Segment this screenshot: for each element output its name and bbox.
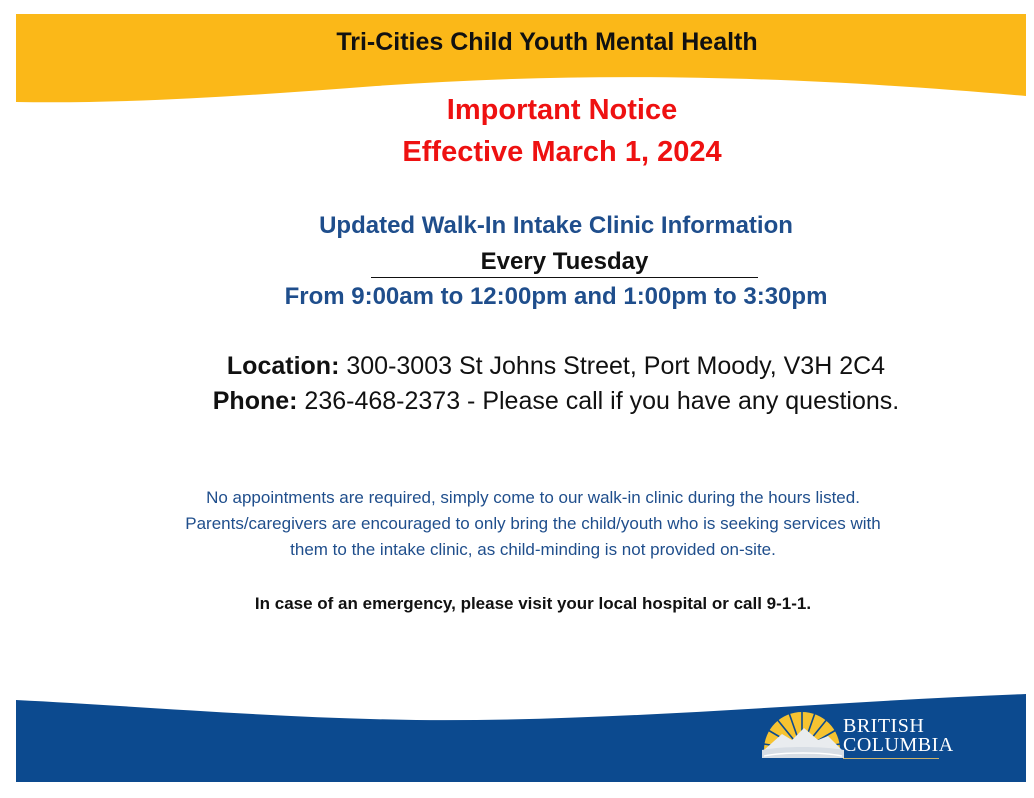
info-line-1: No appointments are required, simply come to our walk-in clinic during the hours listed. — [206, 488, 860, 507]
emergency-note: In case of an emergency, please visit your local hospital or call 9-1-1. — [254, 594, 812, 613]
location-value: 300-3003 St Johns Street, Port Moody, V3H 2C4 — [339, 352, 886, 380]
effective-date: Effective March 1, 2024 — [402, 136, 722, 168]
info-line-3: them to the intake clinic, as child-minding is not provided on-site. — [290, 540, 776, 559]
bc-wordmark — [843, 717, 954, 755]
phone-line — [0, 387, 1034, 416]
phone-value: 236-468-2373 - Please call if you have any questions. — [297, 387, 900, 415]
bc-wordmark-line2: COLUMBIA — [843, 734, 954, 756]
bc-wordmark-underline — [843, 758, 939, 759]
bc-wordmark-line1: BRITISH — [843, 715, 925, 737]
location-line — [0, 352, 1034, 381]
header-title: Tri-Cities Child Youth Mental Health — [336, 28, 758, 56]
phone-label: Phone: — [212, 387, 298, 415]
info-paragraph — [90, 485, 976, 563]
clinic-heading: Updated Walk-In Intake Clinic Information — [319, 212, 793, 239]
notice-title: Important Notice — [446, 94, 678, 126]
clinic-hours: From 9:00am to 12:00pm and 1:00pm to 3:30pm — [284, 283, 828, 310]
location-label: Location: — [226, 352, 340, 380]
clinic-day: Every Tuesday — [371, 248, 758, 278]
info-line-2: Parents/caregivers are encouraged to only bring the child/youth who is seeking services with — [185, 514, 881, 533]
